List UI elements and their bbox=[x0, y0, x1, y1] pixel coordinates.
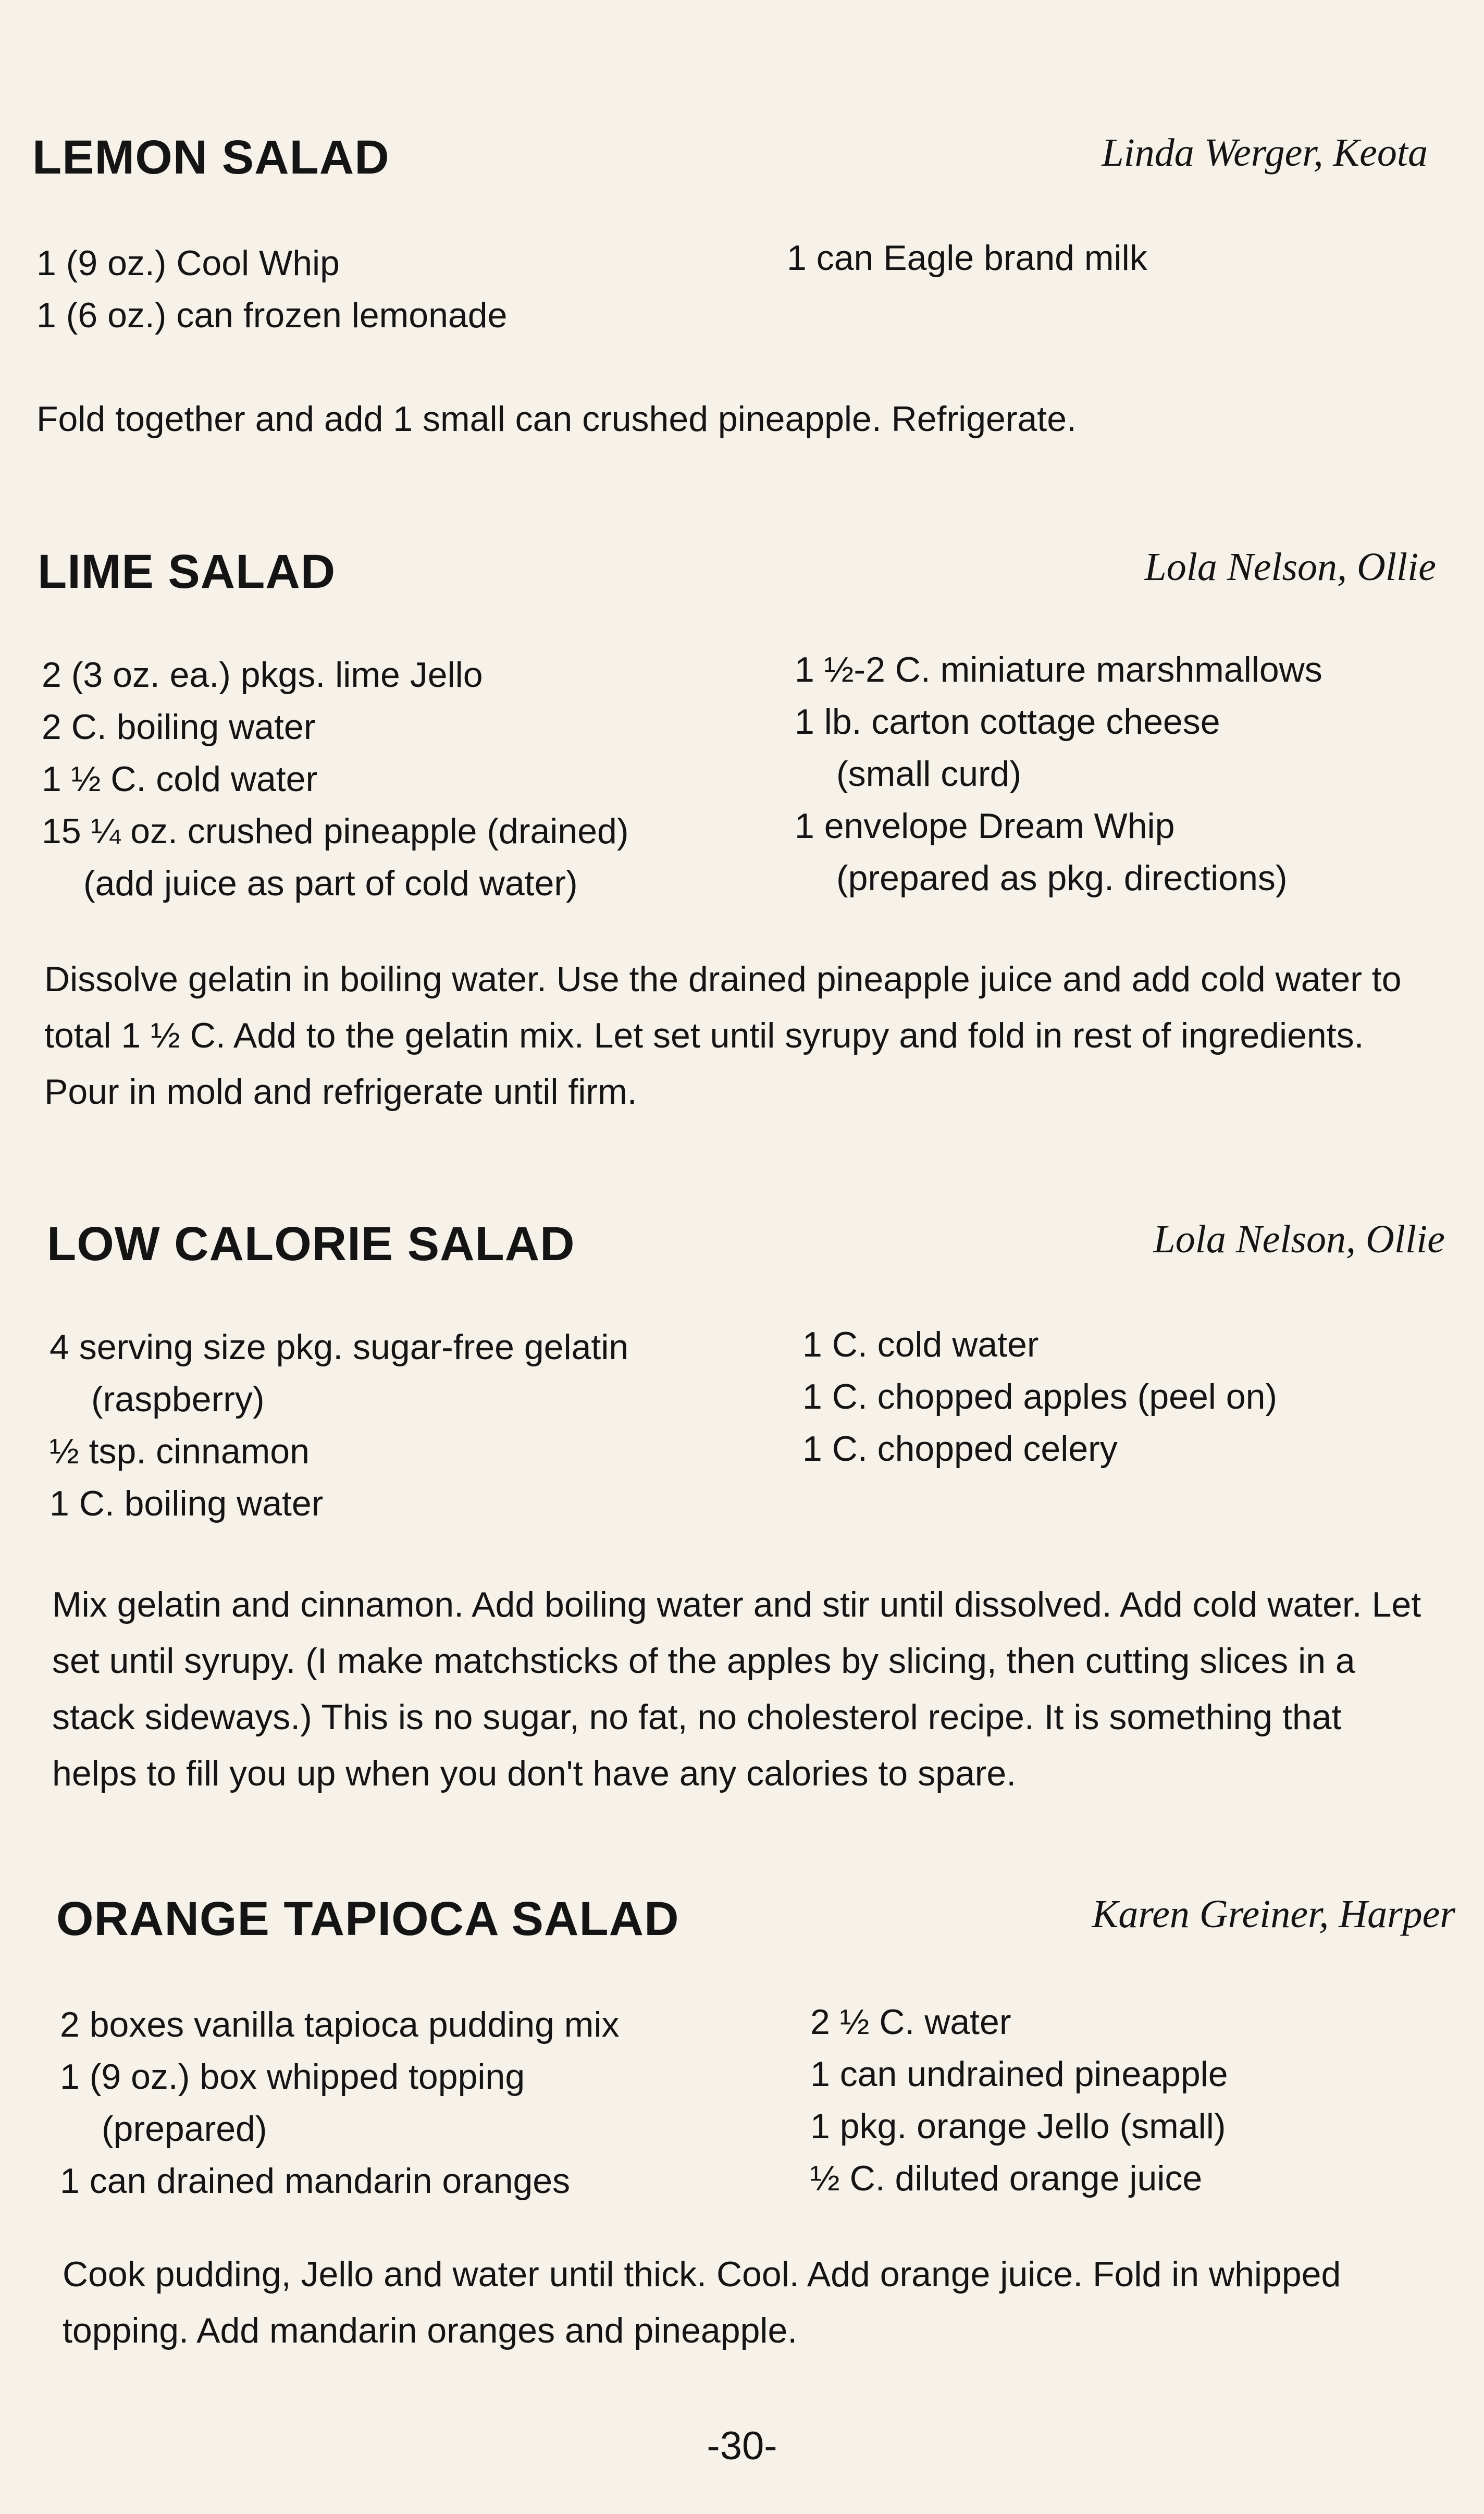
page-number: -30- bbox=[707, 2424, 777, 2468]
recipe-instructions: Fold together and add 1 small can crushed pineapple. Refrigerate. bbox=[36, 399, 1077, 439]
recipe-author: Lola Nelson, Ollie bbox=[1144, 545, 1436, 589]
ingredient: 1 (6 oz.) can frozen lemonade bbox=[36, 295, 508, 335]
recipe-instructions: Dissolve gelatin in boiling water. Use the drained pineapple juice and add cold water to total 1 ½ C. Add to the gelatin mix. Let set until syrupy and fold in rest of ingredients. Pour in mold and refrigerate until firm. bbox=[44, 959, 1402, 1112]
ingredient: 1 can drained mandarin oranges bbox=[60, 2161, 571, 2201]
ingredient: 1 (9 oz.) box whipped topping bbox=[60, 2057, 525, 2097]
ingredient: 1 C. boiling water bbox=[50, 1484, 324, 1523]
ingredient: (raspberry) bbox=[91, 1379, 265, 1419]
ingredient: ½ C. diluted orange juice bbox=[810, 2159, 1203, 2198]
ingredient: 1 lb. carton cottage cheese bbox=[795, 702, 1220, 742]
recipe-author: Linda Werger, Keota bbox=[1102, 131, 1428, 175]
recipe-title: ORANGE TAPIOCA SALAD bbox=[56, 1892, 679, 1945]
ingredient: 15 ¼ oz. crushed pineapple (drained) bbox=[42, 811, 629, 851]
ingredients-left bbox=[60, 1999, 620, 2207]
ingredient: 4 serving size pkg. sugar-free gelatin bbox=[50, 1327, 629, 1367]
ingredient: 1 C. chopped celery bbox=[802, 1429, 1118, 1469]
ingredient: ½ tsp. cinnamon bbox=[50, 1432, 310, 1471]
recipe-instructions: Mix gelatin and cinnamon. Add boiling water and stir until dissolved. Add cold water. Let set until syrupy. (I make matchsticks of the apples by slicing, then cutting slices in a stack sideways.) This is no sugar, no fat, no cholesterol recipe. It is something that helps to fill you up when you don't have any calories to spare. bbox=[52, 1585, 1421, 1793]
ingredient: 1 C. chopped apples (peel on) bbox=[802, 1377, 1278, 1416]
ingredients-left bbox=[42, 649, 629, 909]
ingredient: 2 boxes vanilla tapioca pudding mix bbox=[60, 2005, 620, 2044]
ingredients-right bbox=[795, 644, 1322, 904]
recipe-title: LOW CALORIE SALAD bbox=[47, 1217, 575, 1271]
ingredients-right bbox=[802, 1318, 1277, 1475]
ingredients-right bbox=[810, 1996, 1228, 2204]
ingredient: (prepared as pkg. directions) bbox=[836, 858, 1288, 898]
ingredient: 1 (9 oz.) Cool Whip bbox=[36, 243, 340, 283]
ingredient: 2 ½ C. water bbox=[810, 2002, 1011, 2042]
recipe-title: LIME SALAD bbox=[38, 545, 336, 598]
ingredient: 1 ½-2 C. miniature marshmallows bbox=[795, 650, 1322, 689]
ingredient: 1 C. cold water bbox=[802, 1325, 1039, 1364]
ingredient: 1 envelope Dream Whip bbox=[795, 806, 1175, 846]
ingredients-right bbox=[787, 232, 1147, 284]
recipe-title: LEMON SALAD bbox=[32, 131, 390, 184]
ingredient: (small curd) bbox=[836, 754, 1022, 794]
ingredients-left bbox=[36, 237, 507, 341]
recipe-author: Karen Greiner, Harper bbox=[1092, 1892, 1455, 1936]
ingredient: 2 (3 oz. ea.) pkgs. lime Jello bbox=[42, 655, 483, 695]
ingredient: 1 can undrained pineapple bbox=[810, 2054, 1228, 2094]
ingredient: (prepared) bbox=[102, 2109, 267, 2149]
ingredient: 2 C. boiling water bbox=[42, 707, 316, 747]
recipe-instructions: Cook pudding, Jello and water until thick. Cool. Add orange juice. Fold in whipped topping. Add mandarin oranges and pineapple. bbox=[63, 2254, 1341, 2350]
ingredient: 1 can Eagle brand milk bbox=[787, 238, 1147, 278]
ingredient: (add juice as part of cold water) bbox=[83, 864, 578, 903]
recipe-author: Lola Nelson, Ollie bbox=[1153, 1217, 1445, 1261]
ingredients-left bbox=[50, 1321, 628, 1530]
ingredient: 1 ½ C. cold water bbox=[42, 759, 318, 799]
ingredient: 1 pkg. orange Jello (small) bbox=[810, 2106, 1226, 2146]
